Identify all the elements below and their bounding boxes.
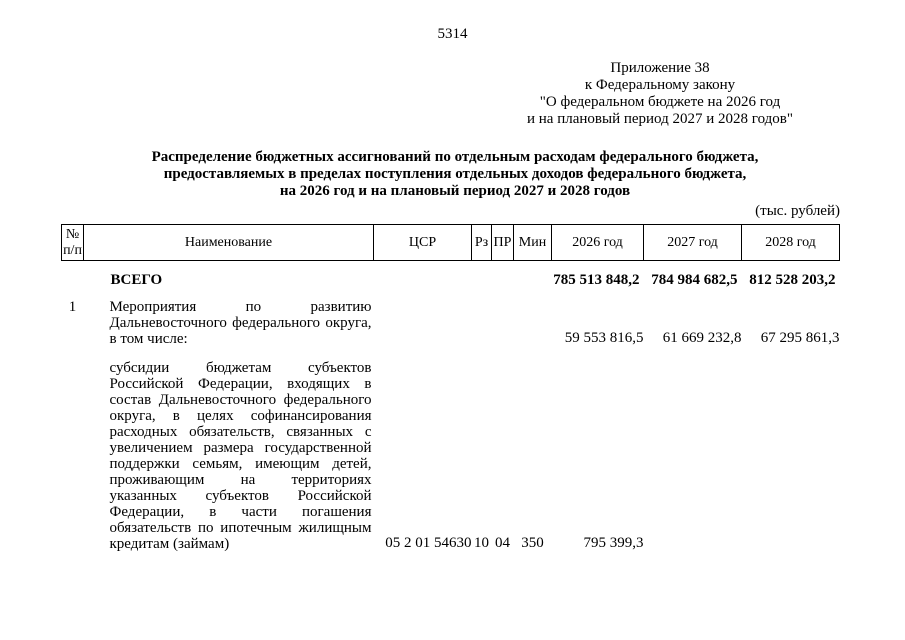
- total-2027: 784 984 682,5: [651, 272, 738, 288]
- row-rz: [472, 299, 492, 347]
- header-csr: ЦСР: [374, 225, 472, 261]
- header-rz: Рз: [472, 225, 492, 261]
- appendix-line: "О федеральном бюджете на 2026 год: [539, 94, 781, 110]
- header-pr: ПР: [492, 225, 514, 261]
- header-2027: 2027 год: [644, 225, 742, 261]
- row-min: [514, 299, 552, 347]
- row-csr: [374, 299, 472, 347]
- appendix-line: к Федеральному закону: [584, 77, 736, 93]
- row-2027: [644, 360, 742, 552]
- row-2028: [742, 360, 840, 552]
- table-row: [62, 360, 840, 552]
- header-num: № п/п: [62, 225, 84, 261]
- row-min: 350: [521, 535, 544, 551]
- header-2028: 2028 год: [742, 225, 840, 261]
- header-name: Наименование: [84, 225, 374, 261]
- row-number: [62, 360, 84, 552]
- units-label: (тыс. рублей): [755, 203, 840, 219]
- row-2026: 795 399,3: [583, 535, 644, 551]
- page-number: 5314: [437, 26, 468, 42]
- title-line: Распределение бюджетных ассигнований по отдельным расходам федерального бюджета,: [151, 149, 759, 165]
- title-line: предоставляемых в пределах поступления отдельных доходов федерального бюджета,: [163, 166, 747, 182]
- total-2026: 785 513 848,2: [553, 272, 640, 288]
- appendix-line: Приложение 38: [610, 60, 710, 76]
- row-rz: 10: [474, 535, 489, 551]
- row-number: 1: [68, 299, 77, 315]
- row-2027: 61 669 232,8: [662, 330, 742, 346]
- appendix-header: [470, 60, 850, 128]
- row-pr: [492, 299, 514, 347]
- row-2026: 59 553 816,5: [564, 330, 644, 346]
- header-2026: 2026 год: [552, 225, 644, 261]
- total-2028: 812 528 203,2: [749, 272, 836, 288]
- row-csr: 05 2 01 54630: [385, 535, 472, 551]
- header-min: Мин: [514, 225, 552, 261]
- table-row: [62, 299, 840, 347]
- row-2028: 67 295 861,3: [760, 330, 840, 346]
- total-label: ВСЕГО: [110, 272, 163, 288]
- budget-table: [61, 224, 840, 552]
- appendix-line: и на плановый период 2027 и 2028 годов": [527, 111, 793, 127]
- table-header-row: [62, 225, 840, 261]
- total-row: [62, 261, 840, 290]
- row-name: субсидии бюджетам субъектов Российской Федерации, входящих в состав Дальневосточного федерального округа, в целях софинансирования расходных обязательств, связанных с увеличением размера государственной поддержки семьям, имеющим детей, проживающим на территориях указанных субъектов Российской Федерации, в части погашения обязательств по ипотечным жилищным кредитам (займам): [109, 360, 372, 552]
- row-name: Мероприятия по развитию Дальневосточного федерального округа, в том числе:: [109, 299, 372, 347]
- row-pr: 04: [495, 535, 510, 551]
- document-title: [60, 149, 850, 200]
- title-line: на 2026 год и на плановый период 2027 и 2028 годов: [279, 183, 631, 199]
